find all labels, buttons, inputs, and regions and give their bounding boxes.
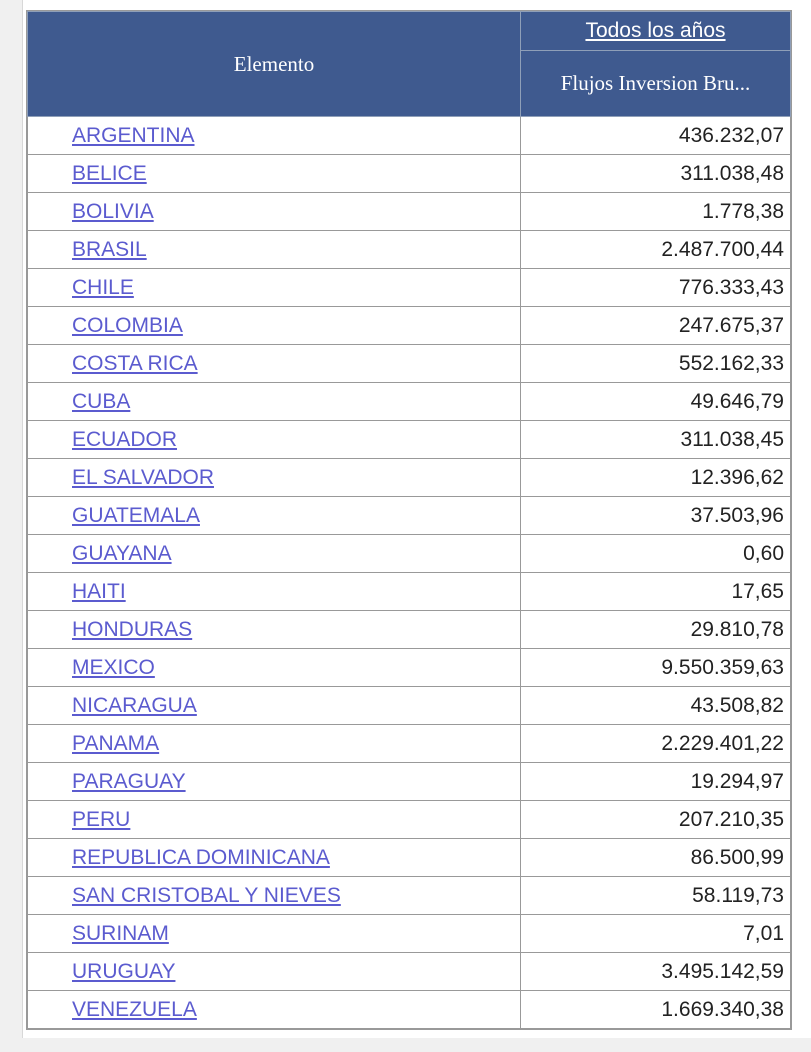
country-link[interactable]: HAITI [72, 579, 126, 603]
country-cell [28, 953, 521, 991]
header-flujos: Flujos Inversion Bru... [521, 50, 791, 116]
country-link[interactable]: MEXICO [72, 655, 155, 679]
table-row [28, 193, 791, 231]
country-link[interactable]: REPUBLICA DOMINICANA [72, 845, 330, 869]
table-row [28, 649, 791, 687]
country-cell [28, 573, 521, 611]
value-cell: 1.669.340,38 [521, 991, 791, 1029]
country-cell [28, 421, 521, 459]
country-cell [28, 383, 521, 421]
country-link[interactable]: NICARAGUA [72, 693, 197, 717]
country-link[interactable]: PANAMA [72, 731, 160, 755]
country-link[interactable]: CUBA [72, 389, 131, 413]
country-cell [28, 231, 521, 269]
table-row [28, 117, 791, 155]
table-body [28, 117, 791, 1029]
country-cell [28, 307, 521, 345]
table-row [28, 915, 791, 953]
table-row [28, 953, 791, 991]
value-cell: 776.333,43 [521, 269, 791, 307]
value-cell: 49.646,79 [521, 383, 791, 421]
left-scroll-gutter [0, 0, 23, 1052]
value-cell: 17,65 [521, 573, 791, 611]
country-link[interactable]: COSTA RICA [72, 351, 198, 375]
country-cell [28, 459, 521, 497]
value-cell: 43.508,82 [521, 687, 791, 725]
country-cell [28, 687, 521, 725]
value-cell: 19.294,97 [521, 763, 791, 801]
country-cell [28, 611, 521, 649]
header-elemento: Elemento [28, 12, 521, 117]
table-row [28, 231, 791, 269]
bottom-scroll-gutter [0, 1038, 811, 1052]
country-link[interactable]: PARAGUAY [72, 769, 186, 793]
table-row [28, 725, 791, 763]
table-row [28, 573, 791, 611]
country-link[interactable]: BELICE [72, 161, 147, 185]
country-link[interactable]: CHILE [72, 275, 134, 299]
data-table [27, 11, 791, 1029]
country-link[interactable]: EL SALVADOR [72, 465, 214, 489]
value-cell: 12.396,62 [521, 459, 791, 497]
table-row [28, 497, 791, 535]
value-cell: 207.210,35 [521, 801, 791, 839]
country-cell [28, 763, 521, 801]
value-cell: 311.038,48 [521, 155, 791, 193]
country-cell [28, 991, 521, 1029]
country-link[interactable]: ARGENTINA [72, 123, 195, 147]
header-todos-los-anos[interactable] [521, 12, 791, 51]
table-row [28, 763, 791, 801]
value-cell: 2.229.401,22 [521, 725, 791, 763]
table-row [28, 687, 791, 725]
country-link[interactable]: COLOMBIA [72, 313, 183, 337]
country-cell [28, 155, 521, 193]
value-cell: 247.675,37 [521, 307, 791, 345]
table-row [28, 421, 791, 459]
value-cell: 311.038,45 [521, 421, 791, 459]
country-cell [28, 497, 521, 535]
country-link[interactable]: HONDURAS [72, 617, 193, 641]
value-cell: 37.503,96 [521, 497, 791, 535]
value-cell: 552.162,33 [521, 345, 791, 383]
country-cell [28, 877, 521, 915]
value-cell: 436.232,07 [521, 117, 791, 155]
country-cell [28, 839, 521, 877]
table-row [28, 991, 791, 1029]
country-link[interactable]: SURINAM [72, 921, 169, 945]
country-link[interactable]: ECUADOR [72, 427, 178, 451]
country-cell [28, 535, 521, 573]
value-cell: 9.550.359,63 [521, 649, 791, 687]
country-link[interactable]: VENEZUELA [72, 997, 197, 1021]
table-row [28, 345, 791, 383]
table-row [28, 383, 791, 421]
country-link[interactable]: PERU [72, 807, 131, 831]
table-row [28, 877, 791, 915]
value-cell: 3.495.142,59 [521, 953, 791, 991]
country-cell [28, 649, 521, 687]
table-row [28, 307, 791, 345]
country-link[interactable]: BRASIL [72, 237, 147, 261]
country-cell [28, 345, 521, 383]
country-link[interactable]: SAN CRISTOBAL Y NIEVES [72, 883, 341, 907]
todos-link[interactable]: Todos los años [585, 19, 726, 43]
value-cell: 0,60 [521, 535, 791, 573]
value-cell: 2.487.700,44 [521, 231, 791, 269]
country-cell [28, 915, 521, 953]
country-cell [28, 193, 521, 231]
table-row [28, 801, 791, 839]
country-cell [28, 725, 521, 763]
country-link[interactable]: URUGUAY [72, 959, 176, 983]
value-cell: 7,01 [521, 915, 791, 953]
country-link[interactable]: GUATEMALA [72, 503, 200, 527]
value-cell: 1.778,38 [521, 193, 791, 231]
table-row [28, 535, 791, 573]
table-row [28, 459, 791, 497]
table-row [28, 611, 791, 649]
country-cell [28, 801, 521, 839]
country-link[interactable]: BOLIVIA [72, 199, 154, 223]
table-row [28, 155, 791, 193]
table-row [28, 269, 791, 307]
country-cell [28, 269, 521, 307]
table-row [28, 839, 791, 877]
value-cell: 29.810,78 [521, 611, 791, 649]
value-cell: 58.119,73 [521, 877, 791, 915]
data-table-container [26, 10, 792, 1030]
country-cell [28, 117, 521, 155]
country-link[interactable]: GUAYANA [72, 541, 172, 565]
value-cell: 86.500,99 [521, 839, 791, 877]
